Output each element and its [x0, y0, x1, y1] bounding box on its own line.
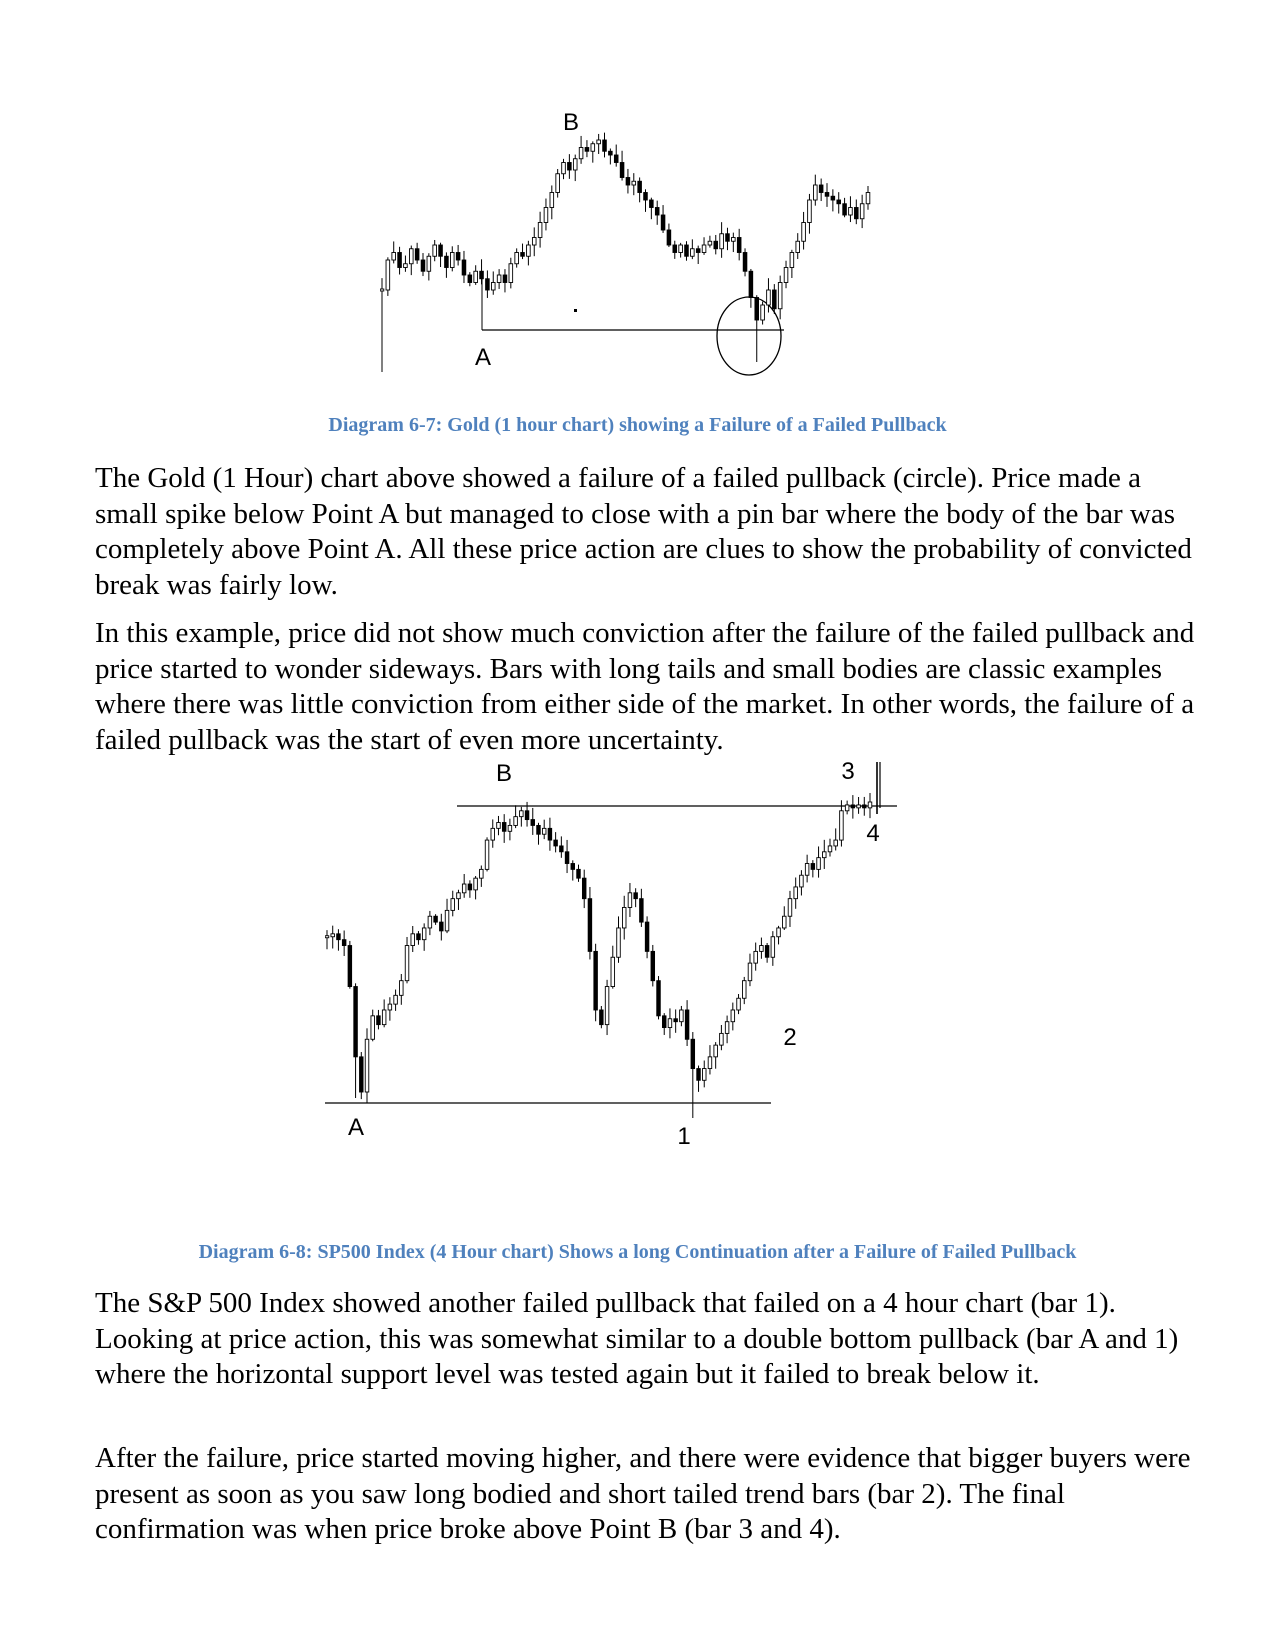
candle-body [409, 249, 413, 264]
candle-body [509, 264, 513, 283]
candle-body [725, 1022, 729, 1034]
gold-chart [380, 100, 920, 400]
sp500-chart [325, 762, 953, 1214]
candle-body [868, 802, 872, 808]
chart1-label-b: B [562, 109, 580, 136]
candle-body [527, 245, 531, 256]
paragraph-1: The Gold (1 Hour) chart above showed a failure of a failed pullback (circle). Price made a small spike below Point A but managed to close with a pin bar where the body of the bar was completely above Point A. All these price action are clues to show the probability of convicted break was fairly low. [95, 462, 1192, 601]
candle-body [515, 253, 519, 264]
diagram-6-8-caption: Diagram 6-8: SP500 Index (4 Hour chart) Shows a long Continuation after a Failure of Failed Pullback [198, 1241, 1077, 1263]
candle-body [626, 178, 630, 186]
candle-body [405, 946, 409, 981]
candle-body [462, 884, 466, 893]
candle-body [497, 275, 501, 283]
candle-body [661, 215, 665, 230]
candle-body [377, 1016, 381, 1025]
candle-body [628, 893, 632, 908]
candle-body [486, 279, 490, 290]
candle-body [544, 208, 548, 223]
candle-body [548, 828, 552, 840]
candle-body [503, 275, 507, 283]
candle-body [650, 200, 654, 208]
candle-body [497, 823, 501, 829]
candle-body [731, 1010, 735, 1022]
candle-body [834, 840, 838, 846]
candle-body [691, 1039, 695, 1068]
chart2-label-a: A [347, 1114, 365, 1141]
candle-body [532, 238, 536, 246]
candle-body [521, 253, 525, 257]
candle-body [554, 840, 558, 846]
candle-body [866, 193, 870, 204]
candle-body [538, 223, 542, 238]
chart2-label-4: 4 [866, 820, 880, 847]
candle-body [571, 864, 575, 870]
candle-body [600, 1010, 604, 1025]
candle-body [485, 840, 489, 869]
candle-body [863, 805, 867, 808]
candle-body [568, 163, 572, 171]
candle-body [617, 928, 621, 957]
candle-body [591, 144, 595, 152]
candle-body [800, 875, 804, 887]
candle-body [765, 946, 769, 958]
candle-body [760, 946, 764, 952]
candle-body [614, 155, 618, 163]
candle-body [840, 811, 844, 840]
candle-body [632, 181, 636, 185]
candle-body [565, 852, 569, 864]
candle-body [537, 825, 541, 834]
candle-body [754, 951, 758, 963]
candle-body [655, 208, 659, 216]
candle-body [720, 234, 724, 249]
candle-body [813, 185, 817, 200]
candle-body [742, 981, 746, 999]
candle-body [605, 987, 609, 1025]
paragraph-3: The S&P 500 Index showed another failed pullback that failed on a 4 hour chart (bar 1). Looking at price action, this was somewhat similar to a double bottom pullback (bar A and 1) where the horizontal support level was tested again but it failed to break below it. [95, 1287, 1179, 1390]
candle-body [761, 305, 765, 320]
candle-body [474, 271, 478, 282]
candle-body [415, 249, 419, 260]
candle-body [445, 910, 449, 931]
candle-body [714, 1045, 718, 1057]
candle-body [450, 253, 454, 268]
candle-body [749, 271, 753, 297]
candle-body [708, 1057, 712, 1069]
candle-body [638, 181, 642, 192]
candle-body [365, 1039, 369, 1092]
candle-body [474, 878, 478, 890]
candle-body [360, 1057, 364, 1092]
candle-body [594, 951, 598, 1010]
candle-body [577, 869, 581, 878]
candle-body [588, 899, 592, 952]
candle-body [778, 283, 782, 309]
candle-body [433, 245, 437, 256]
candle-body [771, 937, 775, 958]
candle-body [851, 805, 855, 808]
chart2-label-b: B [495, 762, 513, 787]
candle-body [337, 934, 341, 940]
candle-body [371, 1016, 375, 1039]
candle-body [817, 858, 821, 870]
candle-body [634, 893, 638, 899]
candle-body [525, 811, 529, 820]
candle-body [597, 140, 601, 144]
candle-body [620, 163, 624, 178]
candle-body [514, 817, 518, 826]
candle-body [428, 916, 432, 928]
candle-body [784, 268, 788, 283]
candle-body [726, 234, 730, 242]
candle-body [697, 1069, 701, 1081]
candle-body [491, 283, 495, 291]
candle-body [451, 899, 455, 911]
candle-body [708, 241, 712, 245]
candle-body [702, 1069, 706, 1081]
candle-body [640, 899, 644, 922]
candle-body [468, 275, 472, 283]
candle-body [411, 934, 415, 946]
chart2-label-3: 3 [841, 762, 855, 785]
candle-body [790, 253, 794, 268]
candle-body [679, 245, 683, 253]
sp500-chart-svg [325, 762, 953, 1214]
candle-body [796, 241, 800, 252]
candle-body [772, 290, 776, 309]
candle-body [380, 289, 384, 291]
candle-body [732, 238, 736, 242]
candle-body [644, 193, 648, 201]
candle-body [685, 1010, 689, 1039]
candle-body [439, 245, 443, 256]
candle-body [702, 245, 706, 253]
candle-body [531, 820, 535, 826]
candle-body [354, 987, 358, 1057]
candle-body [794, 887, 798, 899]
candle-body [748, 963, 752, 981]
candle-body [573, 159, 577, 170]
candle-body [828, 846, 832, 852]
candle-body [651, 951, 655, 980]
candle-body [662, 1016, 666, 1028]
gold-chart-svg [380, 100, 920, 400]
candle-body [668, 1019, 672, 1028]
candle-body [737, 238, 741, 253]
candle-body [831, 196, 835, 200]
candle-body [388, 1004, 392, 1010]
candle-body [720, 1033, 724, 1045]
candle-body [685, 245, 689, 256]
chart2-label-1: 1 [677, 1123, 691, 1150]
candle-body [480, 869, 484, 878]
candle-body [743, 253, 747, 272]
candle-body [777, 928, 781, 937]
candle-body [331, 934, 335, 937]
candle-body [825, 193, 829, 197]
candle-body [427, 256, 431, 271]
candle-body [392, 253, 396, 261]
candle-body [843, 204, 847, 215]
candle-body [680, 1010, 684, 1022]
candle-body [857, 805, 861, 808]
candle-body [508, 825, 512, 831]
candle-body [421, 260, 425, 271]
candle-body [445, 256, 449, 267]
candle-body [811, 864, 815, 870]
candle-body [520, 811, 524, 817]
candle-body [737, 998, 741, 1010]
candle-body [802, 223, 806, 242]
candle-body [691, 249, 695, 257]
candle-body [491, 828, 495, 840]
paragraph-2: In this example, price did not show much conviction after the failure of the failed pullback and price started to wonder sideways. Bars with long tails and small bodies are classic examples where there was little conviction from either side of the market. In other words, the failure of a failed pullback was the start of even more uncertainty. [95, 617, 1195, 756]
candle-body [456, 253, 460, 261]
candle-body [386, 260, 390, 290]
candle-body [622, 907, 626, 928]
sp500-candles [325, 793, 872, 1118]
candle-body [579, 148, 583, 159]
candle-body [382, 1010, 386, 1025]
candle-body [782, 916, 786, 928]
candle-body [845, 805, 849, 811]
candle-body [400, 981, 404, 996]
candle-body [808, 200, 812, 223]
candle-body [422, 928, 426, 940]
failure-circle [717, 297, 781, 375]
candle-body [434, 916, 438, 922]
candle-body [673, 245, 677, 253]
candle-body [417, 934, 421, 940]
candle-body [502, 823, 506, 832]
candle-body [854, 208, 858, 219]
gold-candles [380, 133, 870, 372]
chart1-label-a: A [474, 344, 492, 371]
candle-body [755, 298, 759, 321]
candle-body [348, 946, 352, 987]
candle-body [342, 940, 346, 946]
candle-body [674, 1019, 678, 1022]
candle-body [480, 271, 484, 279]
chart2-label-2: 2 [783, 1024, 797, 1051]
candle-body [667, 230, 671, 245]
candle-body [819, 185, 823, 193]
candle-body [562, 163, 566, 174]
candle-body [398, 253, 402, 268]
candle-body [582, 878, 586, 899]
candle-body [404, 264, 408, 268]
candle-body [849, 208, 853, 216]
candle-body [767, 290, 771, 305]
candle-body [468, 884, 472, 890]
candle-body [837, 200, 841, 204]
candle-body [325, 936, 329, 938]
candle-body [696, 249, 700, 253]
candle-body [860, 204, 864, 219]
candle-body [645, 922, 649, 951]
stray-dot [574, 309, 577, 312]
candle-body [542, 828, 546, 834]
candle-body [394, 995, 398, 1004]
candle-body [823, 852, 827, 858]
candle-body [657, 981, 661, 1016]
candle-body [805, 864, 809, 876]
candle-body [457, 893, 461, 899]
candle-body [585, 148, 589, 152]
candle-body [462, 260, 466, 275]
paragraph-4: After the failure, price started moving higher, and there were evidence that bigger buyers were present as soon as you saw long bodied and short tailed trend bars (bar 2). The final confirmation was when price broke above Point B (bar 3 and 4). [95, 1442, 1191, 1545]
diagram-6-7-caption: Diagram 6-7: Gold (1 hour chart) showing a Failure of a Failed Pullback [328, 414, 947, 436]
candle-body [556, 174, 560, 193]
candle-body [609, 151, 613, 155]
candle-body [560, 846, 564, 852]
candle-body [611, 957, 615, 986]
candle-body [714, 241, 718, 249]
candle-body [550, 193, 554, 208]
candle-body [603, 140, 607, 151]
candle-body [788, 899, 792, 917]
candle-body [440, 922, 444, 931]
